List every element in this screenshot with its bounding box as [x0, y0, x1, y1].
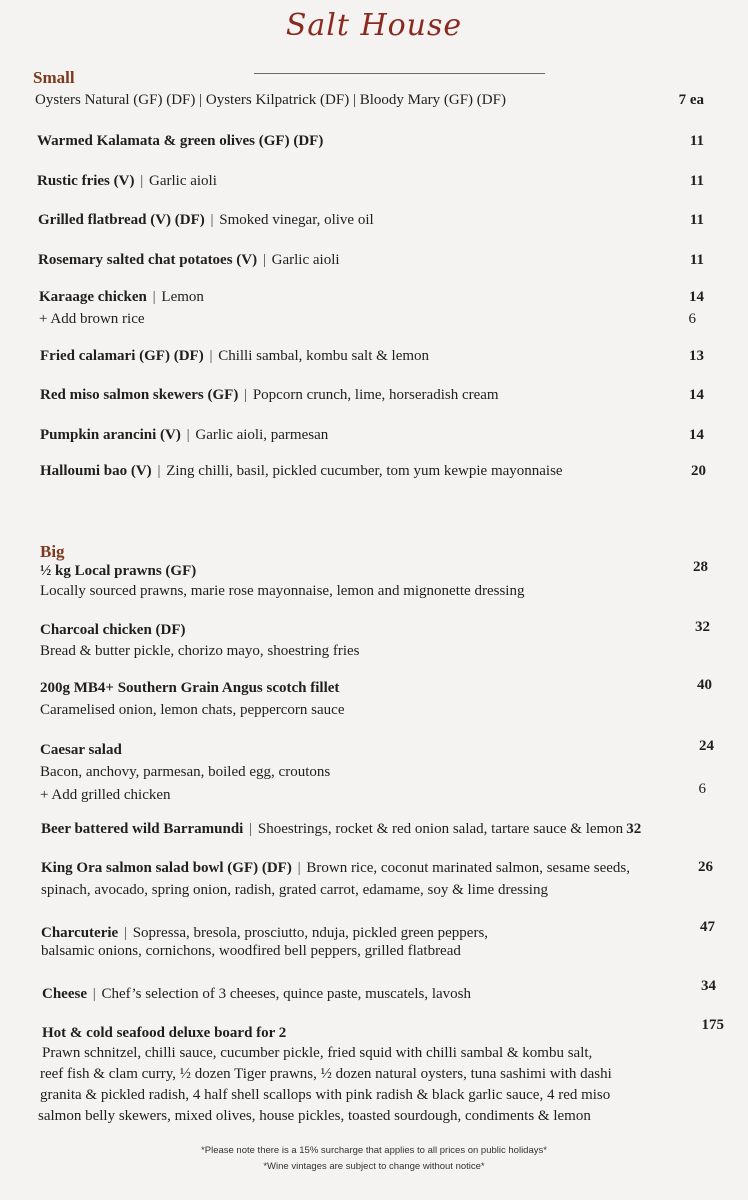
item-name: Caesar salad — [40, 742, 122, 758]
item-name: Fried calamari (GF) (DF) — [40, 348, 204, 364]
wine-note: *Wine vintages are subject to change without notice* — [263, 1161, 485, 1172]
header-divider — [254, 73, 545, 74]
item-price: 11 — [689, 133, 704, 149]
item-price: 28 — [693, 559, 708, 575]
item-name: Rustic fries (V) — [37, 173, 135, 189]
item-name: Warmed Kalamata & green olives (GF) (DF) — [37, 133, 324, 149]
item-description: Sopressa, bresola, prosciutto, nduja, pickled green peppers, — [132, 925, 489, 941]
item-description-line: Prawn schnitzel, chilli sauce, cucumber pickle, fried squid with chilli sambal & kombu salt, — [42, 1045, 593, 1061]
menu-page: Salt House Small Oysters Natural (GF) (DF) | Oysters Kilpatrick (DF) | Bloody Mary (GF) (DF) 7 ea Warmed Kalamata & green olives (GF) (DF) 11 Rustic fries (V) | Garlic aioli 11 Grilled flatbread (V) (DF) | Smoked vinegar, olive oil 11 Rosemary salted chat potatoes (V) | Garlic aioli 11 Karaage chicken | Lemon 14 + Add brown rice 6 Fried calamari (GF) (DF) | Chilli sambal, kombu salt & lemon 13 Red miso salmon skewers (GF) | Popcorn crunch, lime, horseradish cream 14 Pumpkin arancini (V) | Garlic aioli, parmesan 14 Halloumi bao (V) | Zing chilli, basil, pickled cucumber, tom yum kewpie mayonnaise 20 Big ½ kg Local prawns (GF) 28 Locally sourced prawns, marie rose mayonnaise, lemon and mignonette dressing Charcoal chicken (DF) 32 Bread & butter pickle, chorizo mayo, shoestring fries 200g MB4+ Southern Grain Angus scotch fillet 40 Caramelised onion, lemon chats, peppercorn sauce Caesar salad 24 Bacon, anchovy, parmesan, boiled egg, croutons + Add grilled chicken 6 Beer battered wild Barramundi | Shoestrings, rocket & red onion salad, tartare sauce & lemon 32 King Ora salmon salad bowl (GF) (DF) | Brown rice, coconut marinated salmon, sesame seeds, 26 spinach, avocado, spring onion, radish, grated carrot, edamame, soy & lime dressing Charcuterie | Sopressa, bresola, prosciutto, nduja, pickled green peppers, 47 balsamic onions, cornichons, woodfired bell peppers, grilled flatbread Cheese | Chef’s selection of 3 cheeses, quince paste, muscatels, lavosh 34 Hot & cold seafood deluxe board for 2 175 Prawn schnitzel, chilli sauce, cucumber pickle, fried squid with chilli sambal & kombu salt, reef fish & clam curry, ½ dozen Tiger prawns, ½ dozen natural oysters, tuna sashimi with dashi granita & pickled radish, 4 half shell scallops with pink radish & black garlic sauce, 4 red miso salmon belly skewers, mixed olives, house pickles, toasted sourdough, condiments & lemon *Please note there is a 15% surcharge that applies to all prices on public holidays* *Wine vintages are subject to change without notice* — [0, 0, 748, 1200]
item-price: 26 — [698, 859, 713, 875]
item-description: Locally sourced prawns, marie rose mayonnaise, lemon and mignonette dressing — [40, 583, 525, 599]
item-addon: + Add brown rice — [39, 311, 145, 327]
item-price: 32 — [695, 619, 710, 635]
item-name: Beer battered wild Barramundi — [41, 821, 244, 837]
item-price: 47 — [700, 919, 715, 935]
item-description-line: balsamic onions, cornichons, woodfired bell peppers, grilled flatbread — [41, 943, 461, 959]
item-description: Caramelised onion, lemon chats, peppercorn sauce — [40, 702, 345, 718]
item-name: Oysters Natural (GF) (DF) | Oysters Kilpatrick (DF) | Bloody Mary (GF) (DF) — [35, 92, 506, 108]
item-price: 14 — [689, 427, 704, 443]
item-description-line: granita & pickled radish, 4 half shell scallops with pink radish & black garlic sauce, 4 red miso — [40, 1087, 611, 1103]
item-description: Lemon — [161, 289, 204, 305]
item-description: Chilli sambal, kombu salt & lemon — [218, 348, 430, 364]
item-price: 40 — [697, 677, 712, 693]
item-description: Smoked vinegar, olive oil — [219, 212, 374, 228]
item-name: 200g MB4+ Southern Grain Angus scotch fillet — [40, 680, 340, 696]
item-description: Garlic aioli — [149, 173, 217, 189]
item-description: Brown rice, coconut marinated salmon, sesame seeds, — [306, 860, 631, 876]
surcharge-note: *Please note there is a 15% surcharge that applies to all prices on public holidays* — [201, 1145, 547, 1156]
item-name: Hot & cold seafood deluxe board for 2 — [42, 1025, 287, 1041]
item-price: 20 — [691, 463, 706, 479]
item-price: 24 — [699, 738, 714, 754]
item-name: Cheese — [42, 986, 87, 1002]
item-price: 11 — [689, 212, 704, 228]
item-price: 14 — [689, 289, 704, 305]
section-title-small: Small — [33, 68, 75, 87]
item-name: Red miso salmon skewers (GF) — [40, 387, 239, 403]
item-price: 11 — [689, 173, 704, 189]
item-description: Garlic aioli — [271, 252, 340, 268]
item-description: Bread & butter pickle, chorizo mayo, shoestring fries — [40, 643, 360, 659]
item-name: ½ kg Local prawns (GF) — [40, 563, 197, 579]
item-description-line: spinach, avocado, spring onion, radish, grated carrot, edamame, soy & lime dressing — [41, 882, 548, 898]
item-description: Bacon, anchovy, parmesan, boiled egg, croutons — [40, 764, 331, 780]
item-price: 175 — [701, 1017, 724, 1033]
item-description-line: reef fish & clam curry, ½ dozen Tiger prawns, ½ dozen natural oysters, tuna sashimi with dashi — [40, 1066, 612, 1082]
item-price: 32 — [626, 821, 642, 837]
item-description-line: salmon belly skewers, mixed olives, house pickles, toasted sourdough, condiments & lemon — [38, 1108, 591, 1124]
item-price: 34 — [701, 978, 716, 994]
addon-price: 6 — [688, 311, 696, 327]
item-description: Chef’s selection of 3 cheeses, quince paste, muscatels, lavosh — [101, 986, 471, 1002]
item-name: King Ora salmon salad bowl (GF) (DF) — [41, 860, 292, 876]
brand-logo: Salt House — [285, 8, 463, 43]
item-name: Pumpkin arancini (V) — [40, 427, 181, 443]
item-name: Charcuterie — [41, 925, 119, 941]
section-title-big: Big — [40, 542, 65, 561]
item-description: Popcorn crunch, lime, horseradish cream — [252, 387, 499, 403]
item-name: Karaage chicken — [39, 289, 147, 305]
item-description: Garlic aioli, parmesan — [195, 427, 329, 443]
item-description: Shoestrings, rocket & red onion salad, tartare sauce & lemon — [257, 821, 624, 837]
item-price: 7 ea — [678, 92, 704, 108]
addon-price: 6 — [698, 781, 706, 797]
item-name: Charcoal chicken (DF) — [40, 622, 186, 638]
item-name: Rosemary salted chat potatoes (V) — [38, 252, 258, 268]
item-addon: + Add grilled chicken — [40, 787, 171, 803]
item-price: 13 — [689, 348, 704, 364]
item-description: Zing chilli, basil, pickled cucumber, tom yum kewpie mayonnaise — [166, 463, 563, 479]
item-name: Halloumi bao (V) — [40, 463, 152, 479]
item-price: 11 — [689, 252, 704, 268]
item-name: Grilled flatbread (V) (DF) — [38, 212, 205, 228]
item-price: 14 — [689, 387, 704, 403]
